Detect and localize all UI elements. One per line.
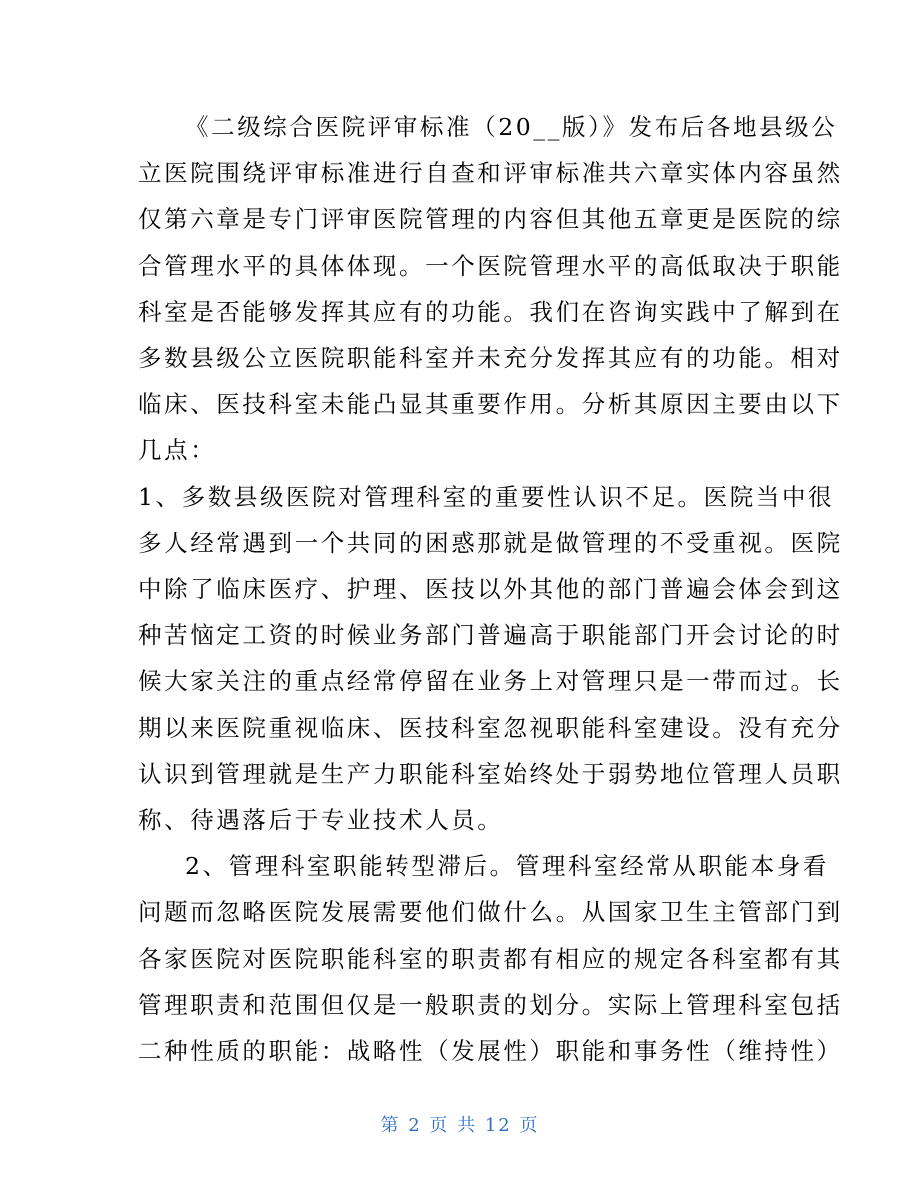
text-line: 中除了临床医疗、护理、医技以外其他的部门普遍会体会到这 <box>138 575 843 604</box>
text-line: 各家医院对医院职能科室的职责都有相应的规定各科室都有其 <box>138 944 843 973</box>
text-line: 1、多数县级医院对管理科室的重要性认识不足。医院当中很 <box>138 482 835 511</box>
text-line: 科室是否能够发挥其应有的功能。我们在咨询实践中了解到在 <box>138 297 843 326</box>
text-line: 立医院围绕评审标准进行自查和评审标准共六章实体内容虽然 <box>138 159 843 188</box>
text-line: 种苦恼定工资的时候业务部门普遍高于职能部门开会讨论的时 <box>138 621 843 650</box>
text-line: 候大家关注的重点经常停留在业务上对管理只是一带而过。长 <box>138 667 843 696</box>
page-number-footer: 第 2 页 共 12 页 <box>380 1115 540 1136</box>
text-line: 多人经常遇到一个共同的困惑那就是做管理的不受重视。医院 <box>138 528 843 557</box>
text-line: 《二级综合医院评审标准（20__版）》发布后各地县级公 <box>185 113 838 141</box>
text-line: 合管理水平的具体体现。一个医院管理水平的高低取决于职能 <box>138 251 843 280</box>
text-line: 期以来医院重视临床、医技科室忽视职能科室建设。没有充分 <box>138 713 843 742</box>
text-line: 多数县级公立医院职能科室并未充分发挥其应有的功能。相对 <box>138 344 843 373</box>
body-text <box>138 104 843 1074</box>
text-line: 仅第六章是专门评审医院管理的内容但其他五章更是医院的综 <box>138 205 843 234</box>
text-line: 几点： <box>138 436 217 465</box>
text-line: 二种性质的职能：战略性（发展性）职能和事务性（维持性） <box>138 1037 843 1066</box>
text-line: 临床、医技科室未能凸显其重要作用。分析其原因主要由以下 <box>138 390 843 419</box>
text-line: 问题而忽略医院发展需要他们做什么。从国家卫生主管部门到 <box>138 898 843 927</box>
text-line: 管理职责和范围但仅是一般职责的划分。实际上管理科室包括 <box>138 990 843 1019</box>
text-line: 称、待遇落后于专业技术人员。 <box>138 806 504 835</box>
text-line: 2、管理科室职能转型滞后。管理科室经常从职能本身看 <box>185 852 829 881</box>
text-line: 认识到管理就是生产力职能科室始终处于弱势地位管理人员职 <box>138 759 843 788</box>
